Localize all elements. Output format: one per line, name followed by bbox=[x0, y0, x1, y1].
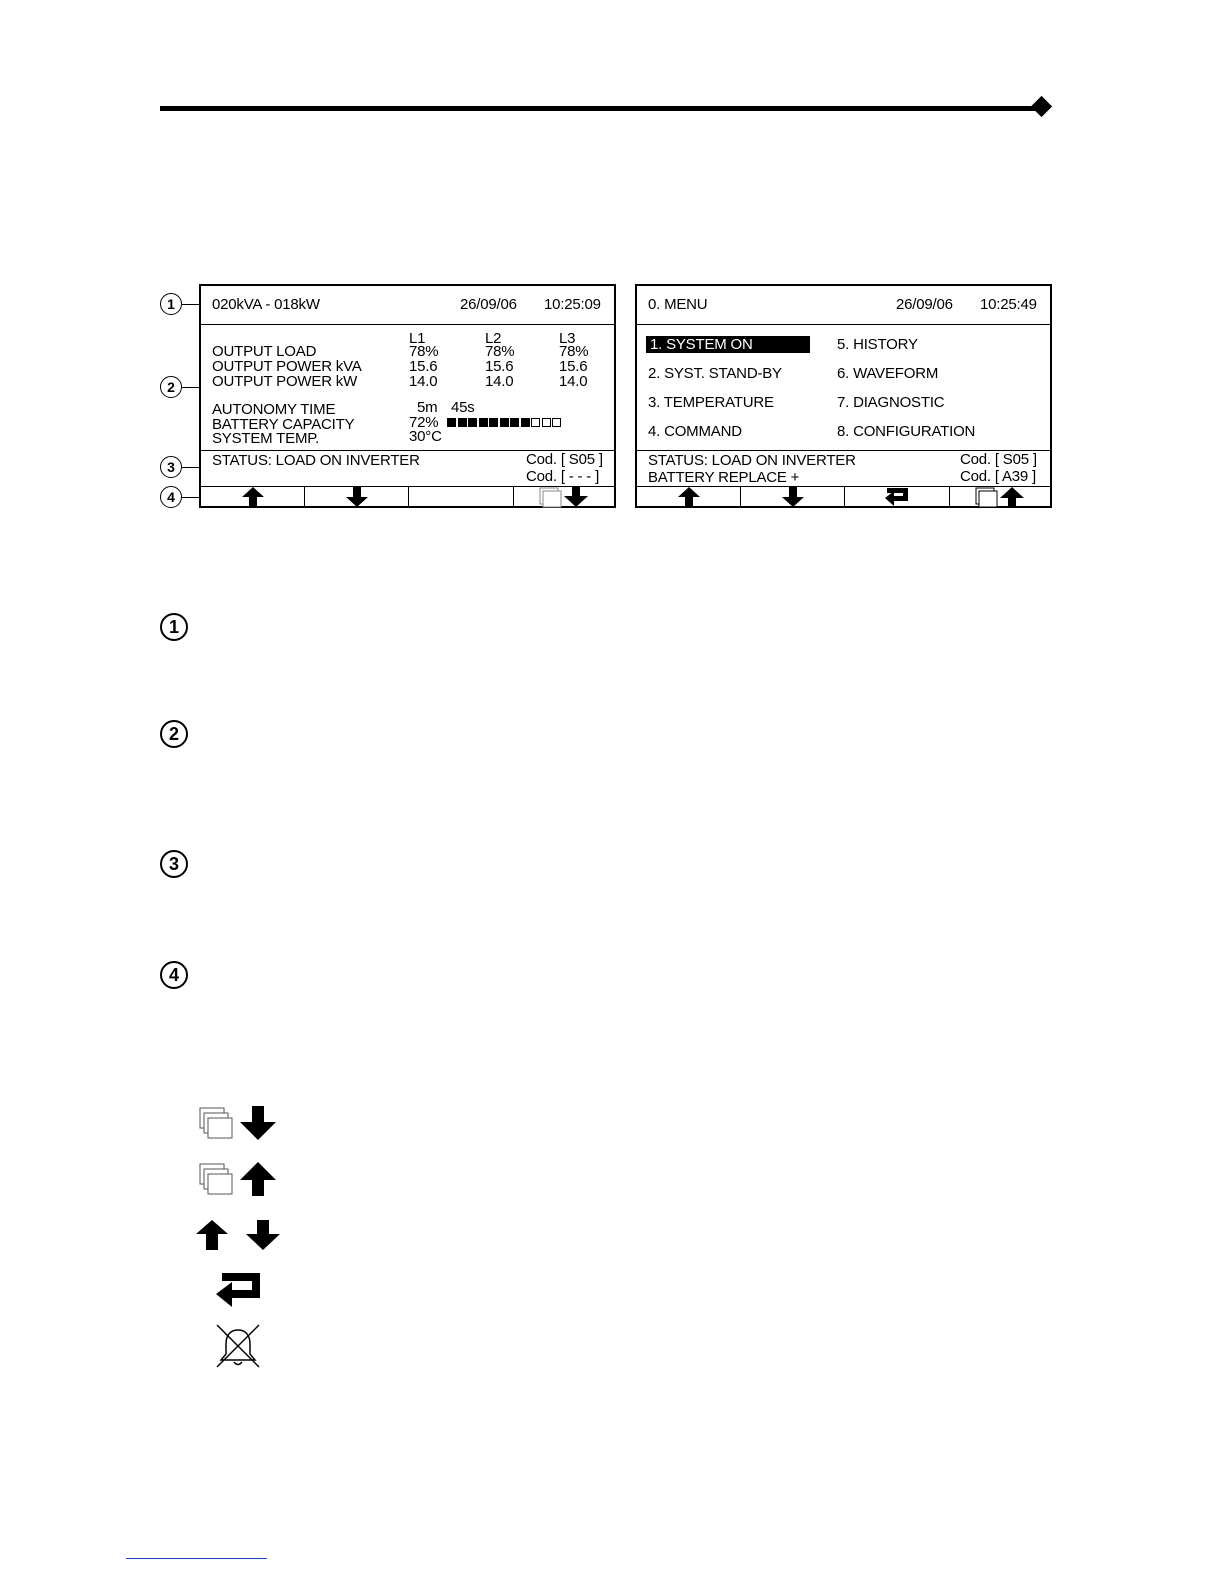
button-down[interactable] bbox=[305, 486, 408, 508]
battery-cell bbox=[500, 418, 509, 427]
header-separator bbox=[637, 324, 1050, 325]
footer-rule bbox=[126, 1558, 267, 1559]
pages-down-icon bbox=[196, 1104, 280, 1144]
arrow-down-icon bbox=[781, 486, 805, 508]
output-load-l3: 78% bbox=[559, 343, 589, 360]
menu-item-standby[interactable]: 2. SYST. STAND-BY bbox=[648, 365, 782, 382]
callout-3-marker: 3 bbox=[160, 456, 182, 478]
status-code-2: Cod. [ - - - ] bbox=[526, 468, 600, 485]
arrow-up-down-icon bbox=[194, 1218, 282, 1252]
battery-cell bbox=[542, 418, 551, 427]
arrow-up-icon bbox=[241, 486, 265, 508]
enter-icon bbox=[212, 1270, 264, 1310]
header-date: 26/09/06 bbox=[896, 296, 953, 313]
header-separator bbox=[201, 324, 614, 325]
battery-cell bbox=[489, 418, 498, 427]
pages-up-icon bbox=[196, 1160, 280, 1200]
battery-level-bar bbox=[447, 418, 561, 427]
arrow-up-icon bbox=[677, 486, 701, 508]
section-marker-1: 1 bbox=[160, 613, 188, 641]
display-panel-menu bbox=[635, 284, 1052, 508]
phase-header-l1: L1 bbox=[409, 330, 426, 347]
button-up[interactable] bbox=[201, 486, 304, 508]
output-kw-l1: 14.0 bbox=[409, 373, 438, 390]
header-time: 10:25:49 bbox=[980, 296, 1037, 313]
model-label: 020kVA - 018kW bbox=[212, 296, 320, 313]
output-load-l1: 78% bbox=[409, 343, 439, 360]
pages-up-icon bbox=[973, 486, 1029, 508]
callout-2-leader bbox=[182, 387, 199, 388]
battery-label: BATTERY CAPACITY bbox=[212, 416, 355, 433]
header-date: 26/09/06 bbox=[460, 296, 517, 313]
menu-title: 0. MENU bbox=[648, 296, 708, 313]
callout-3-leader bbox=[182, 467, 199, 468]
autonomy-seconds: 45s bbox=[451, 399, 475, 416]
menu-item-history[interactable]: 5. HISTORY bbox=[837, 336, 918, 353]
battery-cell bbox=[447, 418, 456, 427]
phase-header-l2: L2 bbox=[485, 330, 502, 347]
battery-value: 72% bbox=[409, 414, 439, 431]
output-kva-l3: 15.6 bbox=[559, 358, 588, 375]
output-kw-l3: 14.0 bbox=[559, 373, 588, 390]
button-blank[interactable] bbox=[409, 486, 513, 508]
phase-header-l3: L3 bbox=[559, 330, 576, 347]
battery-cell bbox=[552, 418, 561, 427]
menu-item-command[interactable]: 4. COMMAND bbox=[648, 423, 742, 440]
output-load-label: OUTPUT LOAD bbox=[212, 343, 317, 360]
output-kva-l2: 15.6 bbox=[485, 358, 514, 375]
status-code-1: Cod. [ S05 ] bbox=[526, 451, 603, 468]
status-subtext: BATTERY REPLACE + bbox=[648, 469, 800, 486]
menu-item-diagnostic[interactable]: 7. DIAGNOSTIC bbox=[837, 394, 945, 411]
pages-down-icon bbox=[537, 486, 593, 508]
callout-2-marker: 2 bbox=[160, 376, 182, 398]
button-up[interactable] bbox=[637, 486, 740, 508]
status-text: STATUS: LOAD ON INVERTER bbox=[212, 452, 420, 469]
battery-cell bbox=[458, 418, 467, 427]
battery-cell bbox=[510, 418, 519, 427]
button-pages-down[interactable] bbox=[514, 486, 616, 508]
section-marker-4: 4 bbox=[160, 961, 188, 989]
status-code-1: Cod. [ S05 ] bbox=[960, 451, 1037, 468]
header-rule bbox=[160, 106, 1040, 111]
callout-4-leader bbox=[182, 497, 199, 498]
menu-item-temperature[interactable]: 3. TEMPERATURE bbox=[648, 394, 774, 411]
output-kw-l2: 14.0 bbox=[485, 373, 514, 390]
display-panel-main bbox=[199, 284, 616, 508]
output-kva-l1: 15.6 bbox=[409, 358, 438, 375]
button-pages-up[interactable] bbox=[950, 486, 1052, 508]
battery-cell bbox=[479, 418, 488, 427]
system-temp-label: SYSTEM TEMP. bbox=[212, 430, 320, 447]
menu-item-waveform[interactable]: 6. WAVEFORM bbox=[837, 365, 939, 382]
callout-1-leader bbox=[182, 304, 199, 305]
callout-1-marker: 1 bbox=[160, 293, 182, 315]
system-temp-value: 30°C bbox=[409, 428, 442, 445]
battery-cell bbox=[531, 418, 540, 427]
menu-item-configuration[interactable]: 8. CONFIGURATION bbox=[837, 423, 976, 440]
status-text: STATUS: LOAD ON INVERTER bbox=[648, 452, 856, 469]
battery-cell bbox=[521, 418, 530, 427]
button-down[interactable] bbox=[741, 486, 844, 508]
status-code-2: Cod. [ A39 ] bbox=[960, 468, 1036, 485]
battery-cell bbox=[468, 418, 477, 427]
output-load-l2: 78% bbox=[485, 343, 515, 360]
callout-4-marker: 4 bbox=[160, 486, 182, 508]
autonomy-minutes: 5m bbox=[417, 399, 438, 416]
output-kva-label: OUTPUT POWER kVA bbox=[212, 358, 362, 375]
section-marker-2: 2 bbox=[160, 720, 188, 748]
arrow-down-icon bbox=[345, 486, 369, 508]
section-marker-3: 3 bbox=[160, 850, 188, 878]
header-time: 10:25:09 bbox=[544, 296, 601, 313]
alarm-mute-icon bbox=[212, 1322, 264, 1370]
enter-icon bbox=[882, 486, 912, 508]
header-rule-diamond bbox=[1031, 96, 1052, 117]
output-kw-label: OUTPUT POWER kW bbox=[212, 373, 358, 390]
button-enter[interactable] bbox=[845, 486, 949, 508]
autonomy-label: AUTONOMY TIME bbox=[212, 401, 336, 418]
menu-item-system-on[interactable]: 1. SYSTEM ON bbox=[646, 336, 810, 353]
